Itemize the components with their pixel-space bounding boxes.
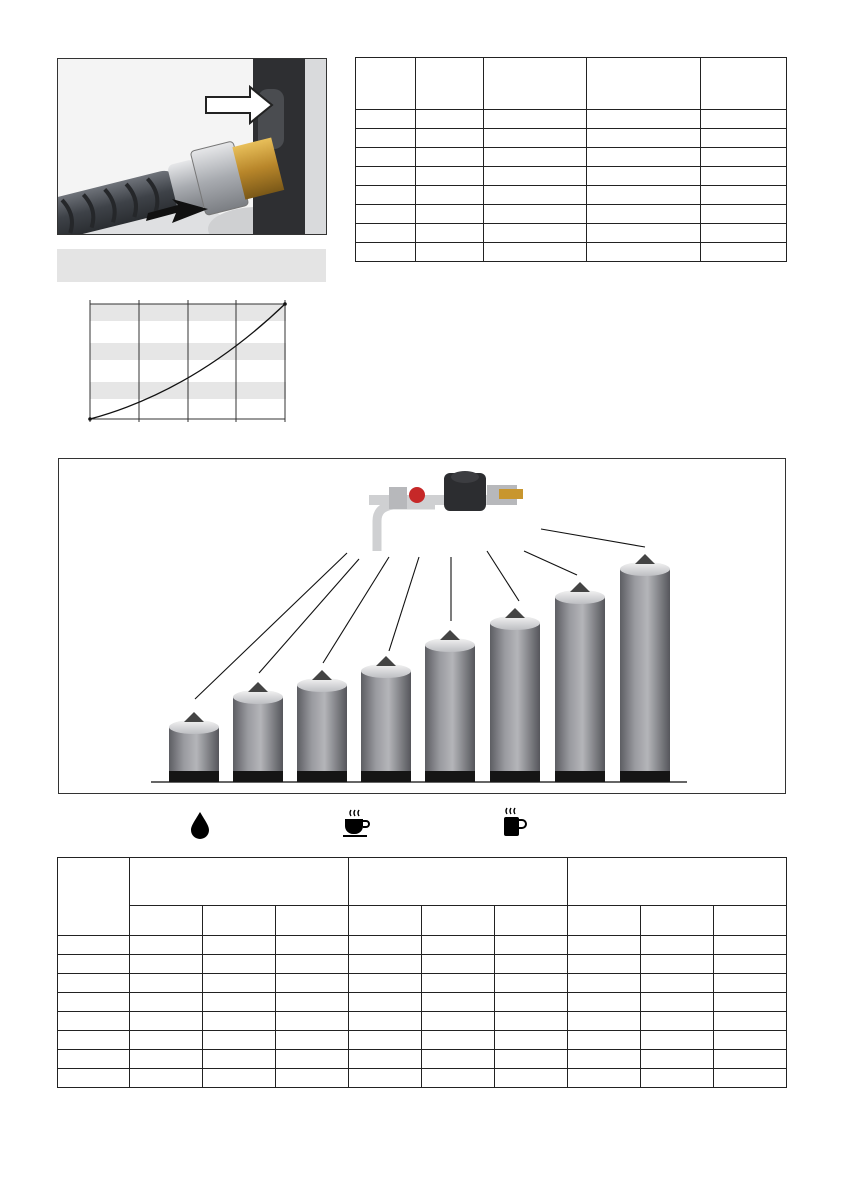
header-cell xyxy=(356,58,416,110)
header-cell xyxy=(701,58,787,110)
hose-connection-figure xyxy=(57,58,327,235)
hot-drink-mug-icon xyxy=(501,806,527,843)
table-row xyxy=(356,243,787,262)
table-row xyxy=(58,955,787,974)
header-cell xyxy=(416,58,484,110)
water-drop-icon xyxy=(188,810,212,845)
cartridge-4 xyxy=(361,656,411,782)
table-row xyxy=(58,1069,787,1088)
table-row xyxy=(58,993,787,1012)
table-subheader-row xyxy=(58,906,787,936)
table-row xyxy=(356,148,787,167)
table-row xyxy=(356,205,787,224)
table-row xyxy=(58,936,787,955)
cartridge-size-figure xyxy=(58,458,786,794)
cartridge-7 xyxy=(555,582,605,782)
group-header-hot-drink xyxy=(568,858,787,906)
cartridge-5 xyxy=(425,630,475,782)
cartridge-8 xyxy=(620,554,670,782)
table-row xyxy=(58,1012,787,1031)
coffee-cup-icon xyxy=(341,808,371,843)
cartridge-2 xyxy=(233,682,283,782)
capacity-curve-icon xyxy=(84,296,292,426)
cartridge-3 xyxy=(297,670,347,782)
figure-caption-bar xyxy=(57,249,326,282)
table-row xyxy=(356,110,787,129)
bottom-data-table xyxy=(57,857,787,1088)
table-row xyxy=(58,1031,787,1050)
row-header-cell xyxy=(58,858,130,936)
table-row xyxy=(58,974,787,993)
table-row xyxy=(58,1050,787,1069)
control-valve-head xyxy=(369,471,523,551)
hose-connection-icon xyxy=(58,59,326,234)
table-group-header-row xyxy=(58,858,787,906)
filter-cartridges-icon xyxy=(59,459,785,793)
group-header-water xyxy=(130,858,349,906)
table-row xyxy=(356,186,787,205)
header-cell xyxy=(484,58,587,110)
table-row xyxy=(356,224,787,243)
group-header-coffee xyxy=(349,858,568,906)
table-row xyxy=(356,167,787,186)
capacity-curve-chart xyxy=(84,296,292,426)
top-data-table xyxy=(355,57,787,262)
table-header-row xyxy=(356,58,787,110)
header-cell xyxy=(587,58,701,110)
cartridge-6 xyxy=(490,608,540,782)
table-row xyxy=(356,129,787,148)
cartridge-1 xyxy=(169,712,219,782)
